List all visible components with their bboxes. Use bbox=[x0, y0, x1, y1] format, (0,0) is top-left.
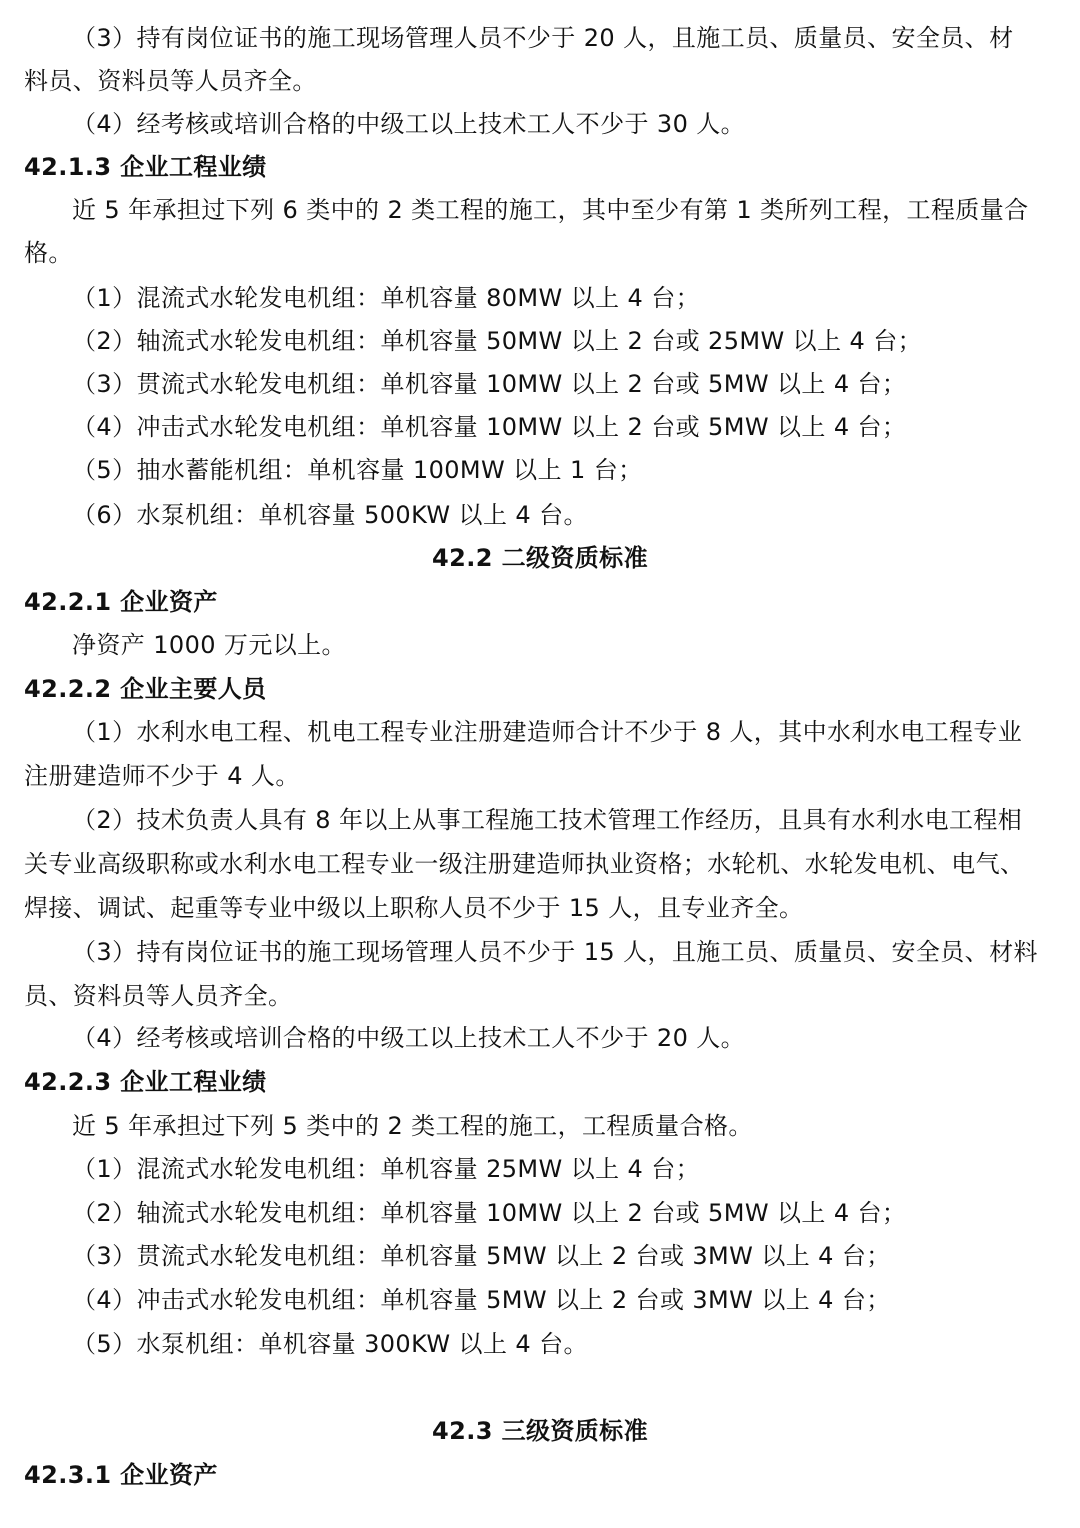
list-item: （6）水泵机组：单机容量 500KW 以上 4 台。 bbox=[72, 501, 588, 529]
paragraph-line: 料员、资料员等人员齐全。 bbox=[24, 67, 317, 95]
paragraph-line: 关专业高级职称或水利水电工程专业一级注册建造师执业资格；水轮机、水轮发电机、电气、 bbox=[24, 850, 1025, 878]
paragraph-line: （4）经考核或培训合格的中级工以上技术工人不少于 20 人。 bbox=[72, 1024, 746, 1052]
list-item: （3）贯流式水轮发电机组：单机容量 5MW 以上 2 台或 3MW 以上 4 台； bbox=[72, 1242, 891, 1270]
section-heading: 42.2.1 企业资产 bbox=[24, 588, 218, 616]
list-item: （4）冲击式水轮发电机组：单机容量 10MW 以上 2 台或 5MW 以上 4 台； bbox=[72, 413, 907, 441]
list-item: （1）混流式水轮发电机组：单机容量 80MW 以上 4 台； bbox=[72, 284, 701, 312]
chapter-heading: 42.3 三级资质标准 bbox=[432, 1417, 648, 1445]
paragraph-line: （4）经考核或培训合格的中级工以上技术工人不少于 30 人。 bbox=[72, 110, 746, 138]
paragraph-line: 员、资料员等人员齐全。 bbox=[24, 982, 293, 1010]
paragraph-line: 净资产 1000 万元以上。 bbox=[72, 631, 346, 659]
paragraph-line: （2）技术负责人具有 8 年以上从事工程施工技术管理工作经历，且具有水利水电工程相 bbox=[72, 806, 1023, 834]
list-item: （3）贯流式水轮发电机组：单机容量 10MW 以上 2 台或 5MW 以上 4 台； bbox=[72, 370, 907, 398]
paragraph-line: （3）持有岗位证书的施工现场管理人员不少于 20 人，且施工员、质量员、安全员、材 bbox=[72, 24, 1014, 52]
paragraph-line: 近 5 年承担过下列 5 类中的 2 类工程的施工，工程质量合格。 bbox=[72, 1112, 753, 1140]
section-heading: 42.3.1 企业资产 bbox=[24, 1461, 218, 1489]
list-item: （4）冲击式水轮发电机组：单机容量 5MW 以上 2 台或 3MW 以上 4 台； bbox=[72, 1286, 891, 1314]
section-heading: 42.2.2 企业主要人员 bbox=[24, 675, 267, 703]
list-item: （1）混流式水轮发电机组：单机容量 25MW 以上 4 台； bbox=[72, 1155, 701, 1183]
list-item: （2）轴流式水轮发电机组：单机容量 50MW 以上 2 台或 25MW 以上 4 台； bbox=[72, 327, 922, 355]
paragraph-line: 格。 bbox=[24, 239, 73, 267]
paragraph-line: 焊接、调试、起重等专业中级以上职称人员不少于 15 人，且专业齐全。 bbox=[24, 894, 804, 922]
paragraph-line: （3）持有岗位证书的施工现场管理人员不少于 15 人，且施工员、质量员、安全员、材料 bbox=[72, 938, 1038, 966]
list-item: （5）抽水蓄能机组：单机容量 100MW 以上 1 台； bbox=[72, 456, 643, 484]
list-item: （5）水泵机组：单机容量 300KW 以上 4 台。 bbox=[72, 1330, 588, 1358]
section-heading: 42.1.3 企业工程业绩 bbox=[24, 153, 267, 181]
paragraph-line: 注册建造师不少于 4 人。 bbox=[24, 762, 300, 790]
section-heading: 42.2.3 企业工程业绩 bbox=[24, 1068, 267, 1096]
paragraph-line: （1）水利水电工程、机电工程专业注册建造师合计不少于 8 人，其中水利水电工程专业 bbox=[72, 718, 1023, 746]
list-item: （2）轴流式水轮发电机组：单机容量 10MW 以上 2 台或 5MW 以上 4 台； bbox=[72, 1199, 907, 1227]
paragraph-line: 近 5 年承担过下列 6 类中的 2 类工程的施工，其中至少有第 1 类所列工程，工程质量合 bbox=[72, 196, 1029, 224]
chapter-heading: 42.2 二级资质标准 bbox=[432, 544, 648, 572]
